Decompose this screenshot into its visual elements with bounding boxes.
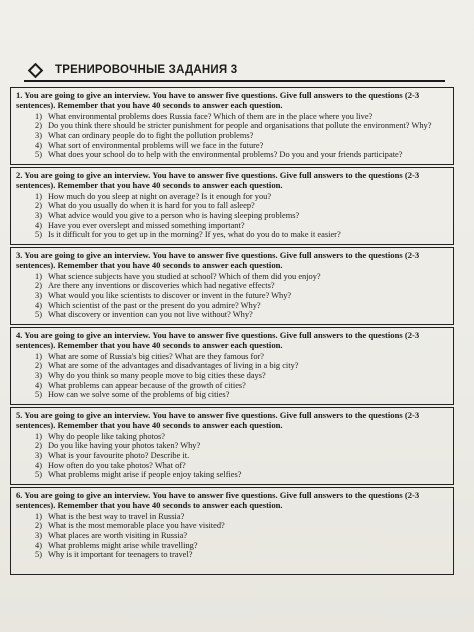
question-text: How much do you sleep at night on average? Is it enough for you?: [48, 191, 272, 201]
task-instructions: 5. You are going to give an interview. You have to answer five questions. Give full answers to the questions (2-3 sentences). Remember that you have 40 seconds to answer each question.: [16, 410, 420, 431]
question-number: 2): [35, 121, 42, 131]
question-number: 1): [35, 271, 42, 281]
question-text: What sort of environmental problems will we face in the future?: [48, 140, 264, 150]
question-text: Have you ever overslept and missed something important?: [48, 220, 245, 230]
question-item: [16, 201, 448, 211]
question-text: What advice would you give to a person who is having sleeping problems?: [48, 211, 300, 220]
question-number: 1): [35, 431, 42, 441]
question-item: [16, 352, 448, 362]
question-text: How often do you take photos? What of?: [48, 460, 186, 470]
question-number: 5): [35, 470, 42, 480]
question-item: [16, 432, 448, 442]
section-title: ТРЕНИРОВОЧНЫЕ ЗАДАНИЯ 3: [55, 64, 238, 76]
question-text: Why is it important for teenagers to travel?: [48, 550, 193, 560]
question-number: 3): [35, 291, 42, 300]
question-text: What are some of the advantages and disadvantages of living in a big city?: [48, 361, 299, 371]
question-number: 4): [35, 300, 42, 310]
question-number: 5): [35, 230, 42, 240]
question-text: What environmental problems does Russia face? Which of them are in the place where you live?: [48, 111, 373, 121]
question-item: [16, 221, 448, 231]
question-item: [16, 291, 448, 301]
question-text: What problems might arise if people enjoy taking selfies?: [48, 470, 242, 480]
question-number: 1): [35, 111, 42, 121]
question-text: Is it difficult for you to get up in the morning? If yes, what do you do to make it easier?: [48, 230, 341, 240]
question-number: 3): [35, 211, 42, 220]
question-number: 3): [35, 531, 42, 540]
question-item: [16, 550, 448, 560]
question-number: 2): [35, 521, 42, 531]
task-list: [10, 87, 454, 577]
question-item: [16, 361, 448, 371]
question-text: Why do you think so many people move to big cities these days?: [48, 371, 266, 380]
task-box-6: [10, 487, 454, 575]
task-instructions: 3. You are going to give an interview. You have to answer five questions. Give full answers to the questions (2-3 sentences). Remember that you have 40 seconds to answer each question.: [16, 250, 420, 271]
question-item: [16, 381, 448, 391]
question-text: What are some of Russia's big cities? What are they famous for?: [48, 351, 265, 361]
question-item: [16, 121, 448, 131]
question-text: What does your school do to help with the environmental problems? Do you and your friends participate?: [48, 150, 403, 160]
question-item: [16, 301, 448, 311]
question-text: Do you like having your photos taken? Why?: [48, 441, 201, 451]
question-item: [16, 512, 448, 522]
question-text: What is the most memorable place you have visited?: [48, 521, 225, 531]
task-box-2: [10, 167, 454, 245]
question-text: How can we solve some of the problems of big cities?: [48, 390, 230, 400]
question-number: 2): [35, 441, 42, 451]
question-number: 2): [35, 201, 42, 211]
question-text: What is your favourite photo? Describe it.: [48, 451, 190, 460]
question-item: [16, 521, 448, 531]
question-number: 5): [35, 550, 42, 560]
question-text: What problems can appear because of the growth of cities?: [48, 380, 246, 390]
question-item: [16, 272, 448, 282]
question-list: [16, 192, 448, 240]
question-list: [16, 352, 448, 400]
question-list: [16, 512, 448, 560]
diamond-icon: [28, 62, 44, 78]
question-number: 5): [35, 390, 42, 400]
question-item: [16, 192, 448, 202]
question-item: [16, 441, 448, 451]
question-text: What do you usually do when it is hard for you to fall asleep?: [48, 201, 255, 211]
task-instructions: 4. You are going to give an interview. You have to answer five questions. Give full answers to the questions (2-3 sentences). Remember that you have 40 seconds to answer each question.: [16, 330, 420, 351]
question-list: [16, 272, 448, 320]
question-number: 3): [35, 131, 42, 140]
question-list: [16, 432, 448, 480]
question-number: 4): [35, 460, 42, 470]
question-item: [16, 112, 448, 122]
question-text: What problems might arise while travelling?: [48, 540, 198, 550]
question-text: Why do people like taking photos?: [48, 431, 165, 441]
question-number: 5): [35, 150, 42, 160]
task-box-4: [10, 327, 454, 405]
question-text: What discovery or invention can you not live without? Why?: [48, 310, 253, 320]
question-text: What places are worth visiting in Russia?: [48, 531, 188, 540]
task-box-1: [10, 87, 454, 165]
task-box-5: [10, 407, 454, 485]
question-item: [16, 390, 448, 400]
question-text: What would you like scientists to discover or invent in the future? Why?: [48, 291, 292, 300]
question-number: 2): [35, 361, 42, 371]
question-number: 5): [35, 310, 42, 320]
question-item: [16, 461, 448, 471]
question-number: 4): [35, 140, 42, 150]
task-instructions: 1. You are going to give an interview. You have to answer five questions. Give full answers to the questions (2-3 sentences). Remember that you have 40 seconds to answer each question.: [16, 90, 420, 111]
question-number: 1): [35, 511, 42, 521]
question-number: 1): [35, 191, 42, 201]
question-item: [16, 150, 448, 160]
question-list: [16, 112, 448, 160]
question-text: Are there any inventions or discoveries which had negative effects?: [48, 281, 275, 291]
question-item: [16, 451, 448, 461]
question-text: What can ordinary people do to fight the pollution problems?: [48, 131, 254, 140]
question-text: Which scientist of the past or the present do you admire? Why?: [48, 300, 261, 310]
question-item: [16, 310, 448, 320]
question-number: 4): [35, 220, 42, 230]
question-item: [16, 531, 448, 541]
question-text: What is the best way to travel in Russia?: [48, 511, 185, 521]
question-item: [16, 230, 448, 240]
question-item: [16, 211, 448, 221]
question-number: 4): [35, 380, 42, 390]
header-rule: [24, 80, 445, 82]
question-text: Do you think there should be stricter punishment for people and organisations that pollute the environment? Why?: [48, 121, 432, 131]
question-number: 4): [35, 540, 42, 550]
question-number: 3): [35, 371, 42, 380]
question-item: [16, 281, 448, 291]
section-header: [24, 60, 444, 80]
task-instructions: 2. You are going to give an interview. You have to answer five questions. Give full answers to the questions (2-3 sentences). Remember that you have 40 seconds to answer each question.: [16, 170, 420, 191]
question-item: [16, 541, 448, 551]
task-instructions: 6. You are going to give an interview. You have to answer five questions. Give full answers to the questions (2-3 sentences). Remember that you have 40 seconds to answer each question.: [16, 490, 420, 511]
question-number: 3): [35, 451, 42, 460]
question-item: [16, 470, 448, 480]
question-number: 2): [35, 281, 42, 291]
question-item: [16, 141, 448, 151]
question-item: [16, 131, 448, 141]
question-item: [16, 371, 448, 381]
question-text: What science subjects have you studied at school? Which of them did you enjoy?: [48, 271, 321, 281]
question-number: 1): [35, 351, 42, 361]
task-box-3: [10, 247, 454, 325]
